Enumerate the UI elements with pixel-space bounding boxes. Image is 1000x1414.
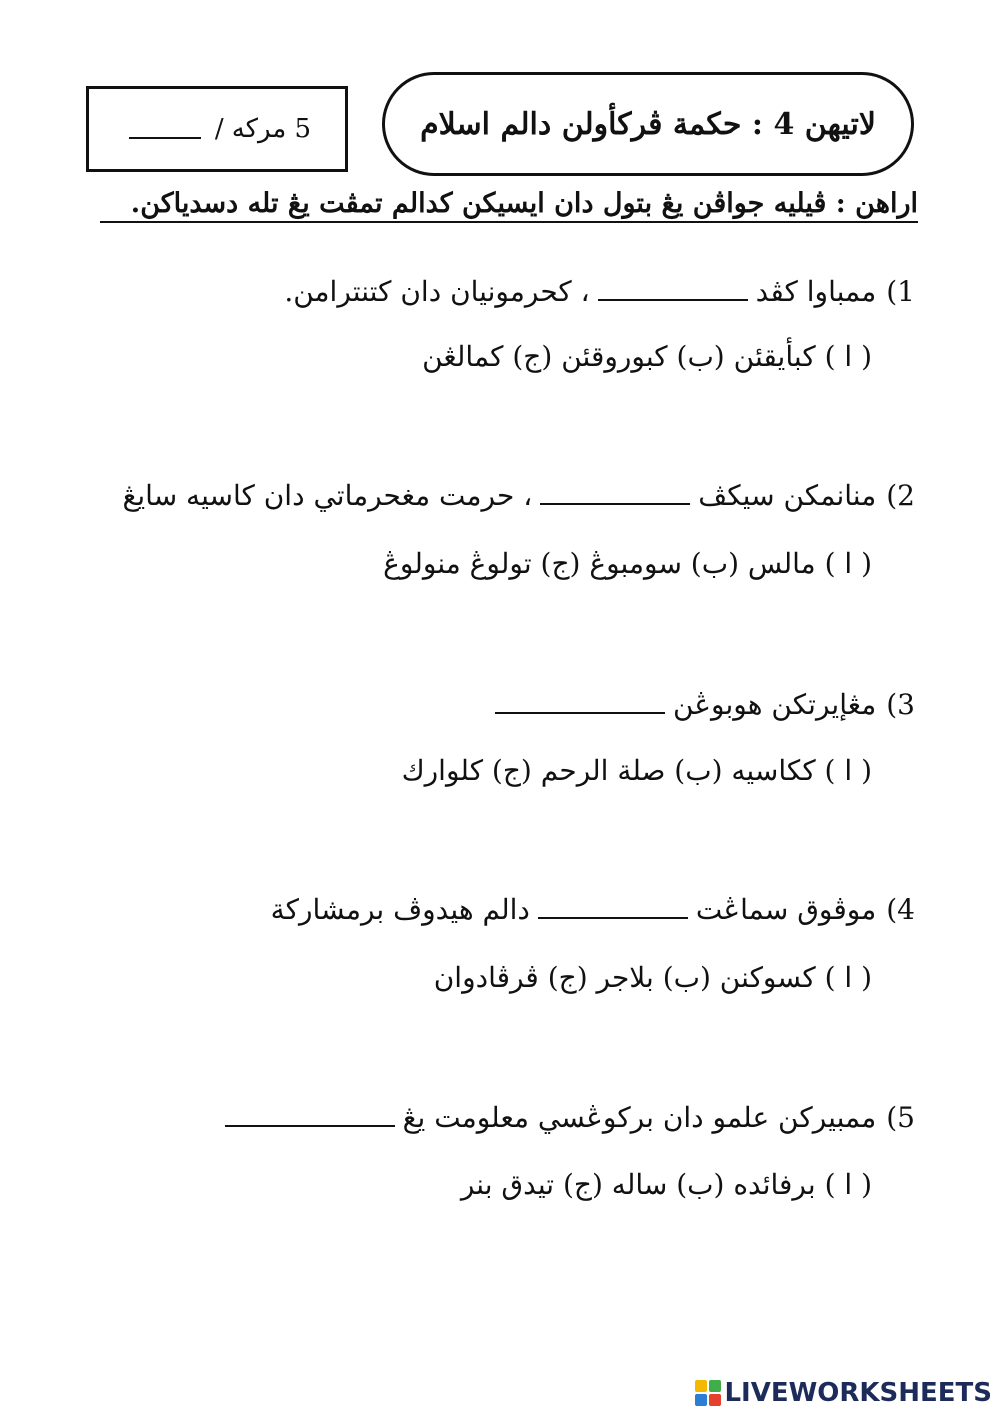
question-2 <box>60 476 915 516</box>
instruction: اراهن : ڤيليه جواڤن يڠ بتول دان ايسيكن كدالم تمڤت يڠ تله دسدياكن. <box>100 188 918 223</box>
question-4-options: ( ا ) كسوكنن (ب) بلاجر (ج) ڤرڤادوان <box>433 961 872 994</box>
brand-logo-icon <box>695 1380 721 1406</box>
question-number: 2) <box>886 479 915 512</box>
answer-blank[interactable] <box>538 897 688 919</box>
page-title: لاتيهن 4 : حكمة ڤركأولن دالم اسلام <box>420 106 876 142</box>
question-number: 1) <box>886 275 915 308</box>
question-4 <box>60 890 915 930</box>
question-text-after: ، كحرمونيان دان كتنترامن. <box>284 275 590 308</box>
question-text-after: ، حرمت مغحرماتي دان كاسيه سايڠ <box>122 479 533 512</box>
answer-blank[interactable] <box>225 1105 395 1127</box>
question-text-after: دالم هيدوڤ برمشاركة <box>270 893 530 926</box>
title-box <box>382 72 914 176</box>
score-text: 5 مركه <box>231 114 312 144</box>
question-3 <box>60 685 915 725</box>
question-3-options: ( ا ) ككاسيه (ب) صلة الرحم (ج) كلوارك <box>401 754 872 787</box>
score-blank[interactable] <box>129 119 201 139</box>
answer-blank[interactable] <box>495 692 665 714</box>
brand-text: LIVEWORKSHEETS <box>724 1378 992 1408</box>
brand-square-1 <box>695 1380 707 1392</box>
question-5-options: ( ا ) برفائده (ب) ساله (ج) تيدق بنر <box>460 1168 872 1201</box>
brand-square-4 <box>709 1394 721 1406</box>
brand-logo <box>695 1378 992 1408</box>
question-text-before: منانمكن سيكڤ <box>698 479 877 512</box>
answer-blank[interactable] <box>598 279 748 301</box>
question-1 <box>60 272 915 312</box>
question-text-before: موڤوق سماڠت <box>695 893 877 926</box>
brand-square-3 <box>695 1394 707 1406</box>
brand-square-2 <box>709 1380 721 1392</box>
score-box <box>86 86 348 172</box>
question-number: 3) <box>886 688 915 721</box>
score-slash: / <box>214 114 224 144</box>
question-2-options: ( ا ) مالس (ب) سومبوڠ (ج) تولوڠ منولوڠ <box>383 547 872 580</box>
question-1-options: ( ا ) كبأيقئن (ب) كبوروقئن (ج) كمالڠن <box>422 340 872 373</box>
question-5 <box>60 1098 915 1138</box>
question-number: 5) <box>886 1101 915 1134</box>
answer-blank[interactable] <box>540 483 690 505</box>
question-text-before: مڠإيرتكن هوبوڠن <box>672 688 877 721</box>
question-text-before: ممباوا كڤد <box>755 275 877 308</box>
question-text-before: ممبيركن علمو دان بركوڠسي معلومت يڠ <box>402 1101 877 1134</box>
question-number: 4) <box>886 893 915 926</box>
